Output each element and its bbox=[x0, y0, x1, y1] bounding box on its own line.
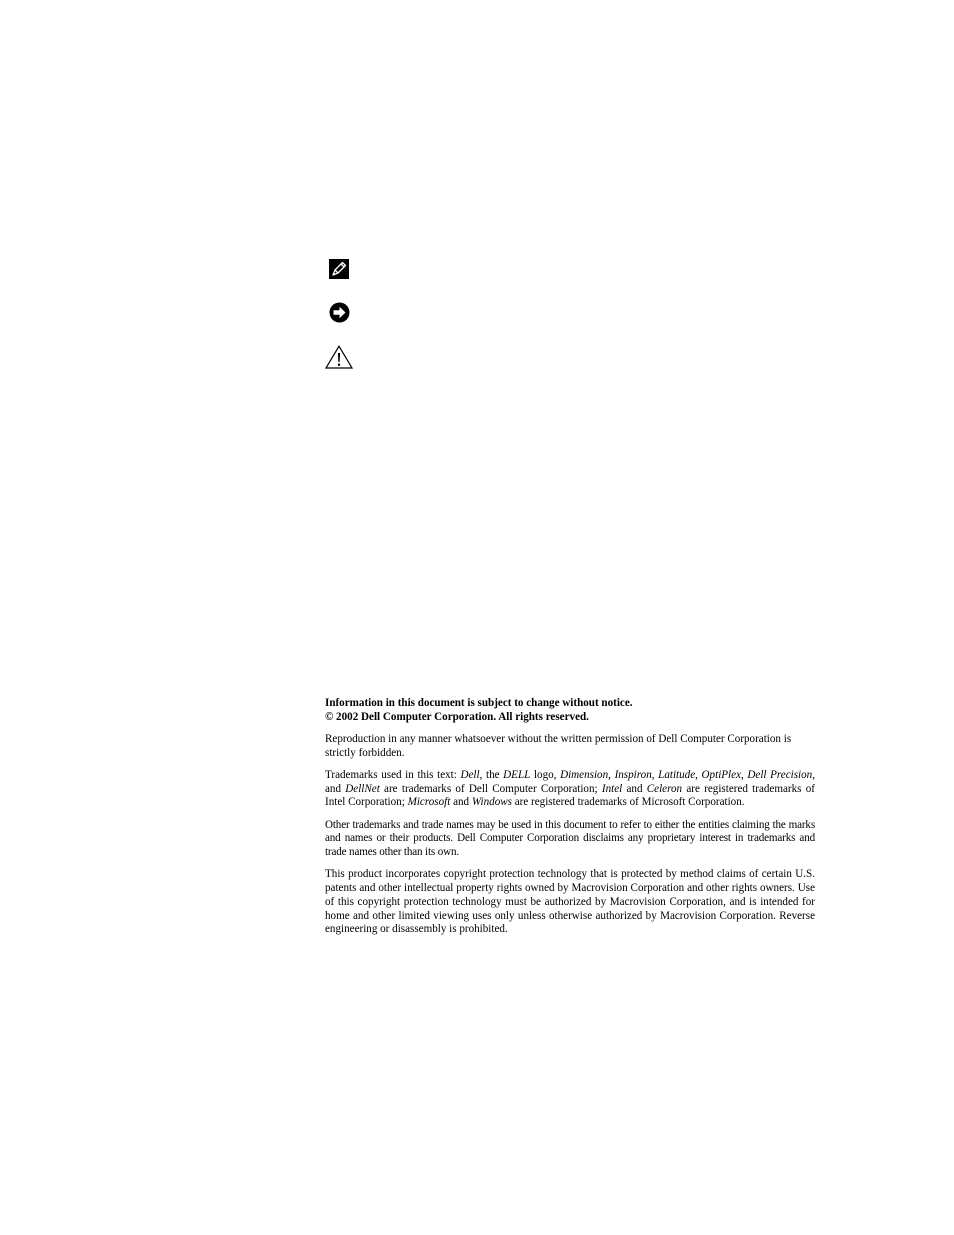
notice-line-1: Information in this document is subject to change without notice. bbox=[325, 697, 633, 709]
other-trademarks-paragraph: Other trademarks and trade names may be used in this document to refer to either the entities claiming the marks and names or their products. Dell Computer Corporation disclaims any proprietary interest in trademarks and trade names other than its own. bbox=[325, 818, 815, 859]
caution-triangle-icon bbox=[325, 345, 353, 369]
note-pencil-icon bbox=[329, 259, 349, 279]
notice-arrow-icon bbox=[329, 302, 350, 323]
change-notice bbox=[325, 697, 815, 724]
reproduction-paragraph: Reproduction in any manner whatsoever without the written permission of Dell Computer Corporation is strictly forbidden. bbox=[325, 733, 792, 759]
copyright-line: © 2002 Dell Computer Corporation. All rights reserved. bbox=[325, 710, 589, 723]
legal-notice-block bbox=[325, 697, 815, 946]
trademarks-paragraph: Trademarks used in this text: Dell, the DELL logo, Dimension, Inspiron, Latitude, OptiPlex, Dell Precision, and DellNet are trademarks of Dell Computer Corporation; Intel and Celeron are registered trademarks of Intel Corporation; Microsoft and Windows are registered trademarks of Microsoft Corporation. bbox=[325, 769, 816, 809]
macrovision-paragraph: This product incorporates copyright protection technology that is protected by method claims of certain U.S. patents and other intellectual property rights owned by Macrovision Corporation and other rights owners. Use of this copyright protection technology must be authorized by Macrovision Corporation, and is intended for home and other limited viewing uses only unless otherwise authorized by Macrovision Corporation. Reverse engineering or disassembly is prohibited. bbox=[325, 868, 815, 936]
